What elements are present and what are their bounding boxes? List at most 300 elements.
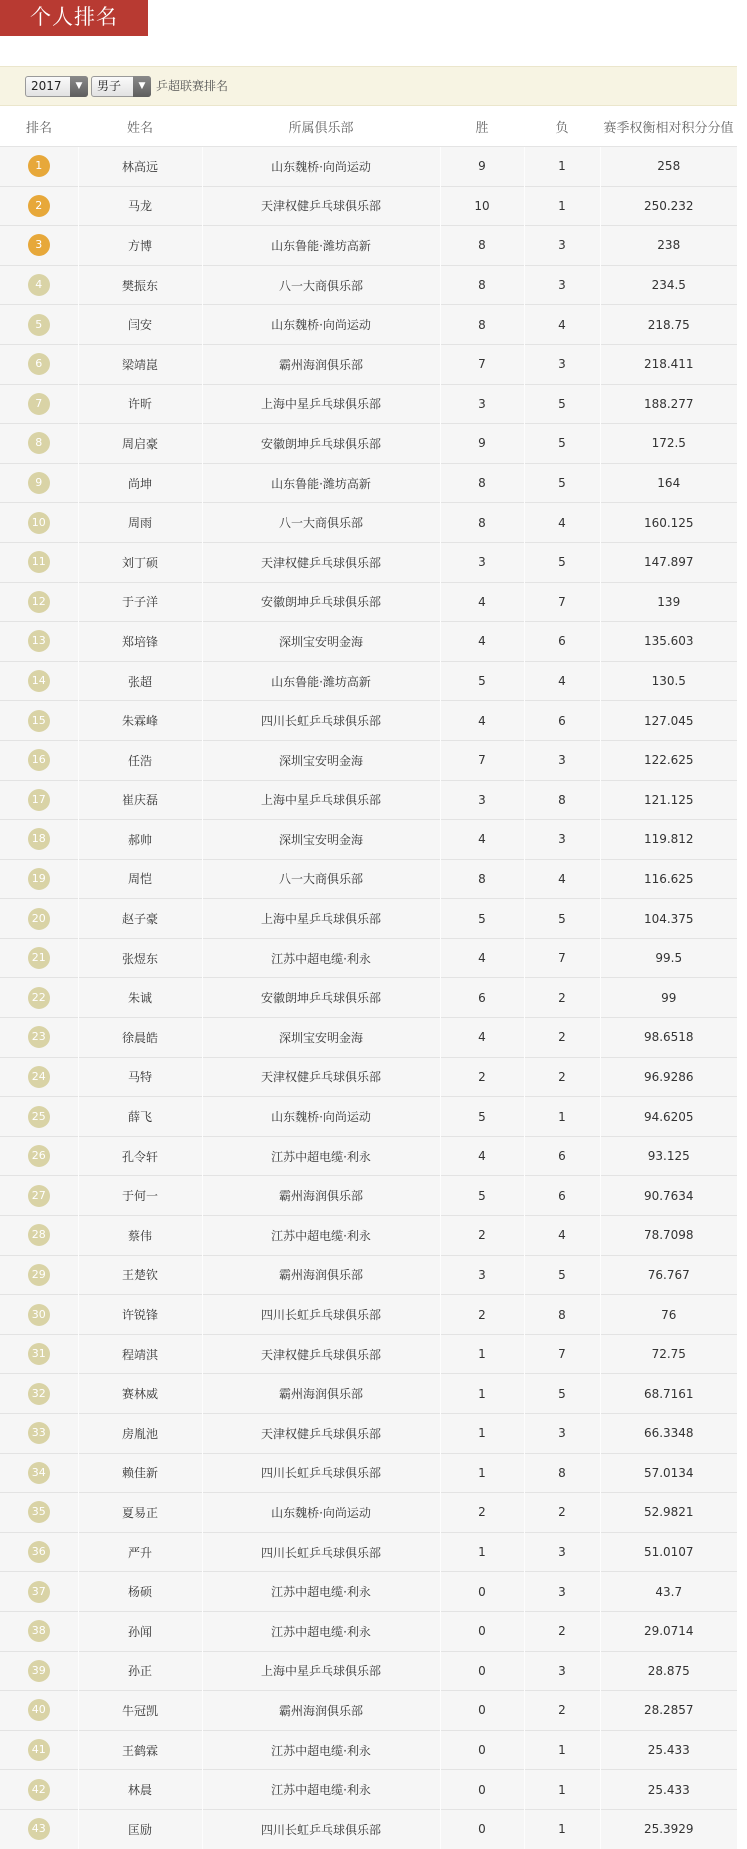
losses-cell: 6 <box>524 622 600 662</box>
player-name-cell: 刘丁硕 <box>78 542 202 582</box>
score-cell: 25.433 <box>600 1730 737 1770</box>
losses-cell: 2 <box>524 1493 600 1533</box>
rank-badge: 32 <box>28 1383 50 1405</box>
losses-cell: 5 <box>524 384 600 424</box>
player-name-cell: 于何一 <box>78 1176 202 1216</box>
score-cell: 98.6518 <box>600 1018 737 1058</box>
score-cell: 104.375 <box>600 899 737 939</box>
wins-cell: 6 <box>440 978 524 1018</box>
score-cell: 25.433 <box>600 1770 737 1810</box>
player-name-cell: 赖佳新 <box>78 1453 202 1493</box>
wins-cell: 4 <box>440 820 524 860</box>
score-cell: 51.0107 <box>600 1532 737 1572</box>
rank-cell <box>0 265 78 305</box>
rank-cell <box>0 582 78 622</box>
rank-cell <box>0 1295 78 1335</box>
table-row <box>0 186 737 226</box>
club-cell: 安徽朗坤乒乓球俱乐部 <box>202 582 440 622</box>
wins-cell: 1 <box>440 1414 524 1454</box>
rank-badge: 28 <box>28 1224 50 1246</box>
club-cell: 深圳宝安明金海 <box>202 820 440 860</box>
score-cell: 76.767 <box>600 1255 737 1295</box>
club-cell: 安徽朗坤乒乓球俱乐部 <box>202 978 440 1018</box>
rank-cell <box>0 1770 78 1810</box>
rank-badge: 6 <box>28 353 50 375</box>
losses-cell: 5 <box>524 899 600 939</box>
club-cell: 霸州海润俱乐部 <box>202 1255 440 1295</box>
wins-cell: 8 <box>440 265 524 305</box>
wins-cell: 1 <box>440 1334 524 1374</box>
table-header-row <box>0 106 737 147</box>
player-name-cell: 马龙 <box>78 186 202 226</box>
rank-cell <box>0 1453 78 1493</box>
rank-badge: 31 <box>28 1343 50 1365</box>
player-name-cell: 闫安 <box>78 305 202 345</box>
table-row <box>0 1057 737 1097</box>
rank-cell <box>0 503 78 543</box>
year-select-value: 2017 <box>31 79 62 93</box>
score-cell: 93.125 <box>600 1136 737 1176</box>
losses-cell: 3 <box>524 265 600 305</box>
wins-cell: 0 <box>440 1651 524 1691</box>
club-cell: 深圳宝安明金海 <box>202 740 440 780</box>
rank-badge: 29 <box>28 1264 50 1286</box>
losses-cell: 5 <box>524 1374 600 1414</box>
losses-cell: 3 <box>524 226 600 266</box>
score-cell: 127.045 <box>600 701 737 741</box>
table-row <box>0 1414 737 1454</box>
score-cell: 43.7 <box>600 1572 737 1612</box>
rank-cell <box>0 344 78 384</box>
player-name-cell: 徐晨皓 <box>78 1018 202 1058</box>
wins-cell: 2 <box>440 1057 524 1097</box>
rank-badge: 36 <box>28 1541 50 1563</box>
rank-cell <box>0 1176 78 1216</box>
rank-badge: 24 <box>28 1066 50 1088</box>
rank-cell <box>0 384 78 424</box>
wins-cell: 9 <box>440 424 524 464</box>
table-row <box>0 1453 737 1493</box>
score-cell: 78.7098 <box>600 1216 737 1256</box>
score-cell: 250.232 <box>600 186 737 226</box>
rank-badge: 42 <box>28 1779 50 1801</box>
rank-badge: 9 <box>28 472 50 494</box>
table-row <box>0 701 737 741</box>
player-name-cell: 林高远 <box>78 147 202 187</box>
player-name-cell: 周启豪 <box>78 424 202 464</box>
player-name-cell: 林晨 <box>78 1770 202 1810</box>
losses-cell: 1 <box>524 186 600 226</box>
table-row <box>0 780 737 820</box>
rank-cell <box>0 186 78 226</box>
table-row <box>0 1136 737 1176</box>
table-row <box>0 305 737 345</box>
score-cell: 116.625 <box>600 859 737 899</box>
player-name-cell: 周恺 <box>78 859 202 899</box>
club-cell: 安徽朗坤乒乓球俱乐部 <box>202 424 440 464</box>
column-header-rank: 排名 <box>0 106 78 147</box>
rank-cell <box>0 780 78 820</box>
table-row <box>0 1730 737 1770</box>
column-header-losses: 负 <box>524 106 600 147</box>
club-cell: 天津权健乒乓球俱乐部 <box>202 186 440 226</box>
club-cell: 上海中星乒乓球俱乐部 <box>202 384 440 424</box>
losses-cell: 6 <box>524 1176 600 1216</box>
club-cell: 江苏中超电缆·利永 <box>202 1730 440 1770</box>
club-cell: 山东魏桥·向尚运动 <box>202 305 440 345</box>
score-cell: 172.5 <box>600 424 737 464</box>
wins-cell: 4 <box>440 701 524 741</box>
wins-cell: 8 <box>440 859 524 899</box>
column-header-club: 所属俱乐部 <box>202 106 440 147</box>
club-cell: 天津权健乒乓球俱乐部 <box>202 1414 440 1454</box>
rank-badge: 25 <box>28 1106 50 1128</box>
wins-cell: 2 <box>440 1216 524 1256</box>
score-cell: 218.75 <box>600 305 737 345</box>
rank-cell <box>0 1730 78 1770</box>
table-row <box>0 1770 737 1810</box>
table-row <box>0 1334 737 1374</box>
rank-badge: 43 <box>28 1818 50 1840</box>
table-row <box>0 226 737 266</box>
wins-cell: 7 <box>440 344 524 384</box>
rank-badge: 40 <box>28 1699 50 1721</box>
table-row <box>0 938 737 978</box>
table-row <box>0 1255 737 1295</box>
table-row <box>0 820 737 860</box>
rank-badge: 7 <box>28 393 50 415</box>
rank-cell <box>0 1136 78 1176</box>
club-cell: 四川长虹乒乓球俱乐部 <box>202 701 440 741</box>
player-name-cell: 孙正 <box>78 1651 202 1691</box>
losses-cell: 4 <box>524 859 600 899</box>
table-row <box>0 582 737 622</box>
score-cell: 66.3348 <box>600 1414 737 1454</box>
player-name-cell: 郝帅 <box>78 820 202 860</box>
player-name-cell: 严升 <box>78 1532 202 1572</box>
table-row <box>0 503 737 543</box>
rank-cell <box>0 463 78 503</box>
losses-cell: 5 <box>524 424 600 464</box>
player-name-cell: 孙闻 <box>78 1611 202 1651</box>
wins-cell: 4 <box>440 1018 524 1058</box>
rank-cell <box>0 622 78 662</box>
losses-cell: 6 <box>524 1136 600 1176</box>
losses-cell: 4 <box>524 305 600 345</box>
losses-cell: 8 <box>524 1295 600 1335</box>
rank-cell <box>0 859 78 899</box>
rank-cell <box>0 1493 78 1533</box>
filter-bar <box>0 66 737 106</box>
player-name-cell: 马特 <box>78 1057 202 1097</box>
score-cell: 99.5 <box>600 938 737 978</box>
rank-badge: 17 <box>28 789 50 811</box>
rank-cell <box>0 226 78 266</box>
club-cell: 天津权健乒乓球俱乐部 <box>202 542 440 582</box>
losses-cell: 1 <box>524 1770 600 1810</box>
club-cell: 八一大商俱乐部 <box>202 859 440 899</box>
club-cell: 上海中星乒乓球俱乐部 <box>202 899 440 939</box>
club-cell: 深圳宝安明金海 <box>202 622 440 662</box>
score-cell: 218.411 <box>600 344 737 384</box>
score-cell: 258 <box>600 147 737 187</box>
wins-cell: 1 <box>440 1453 524 1493</box>
wins-cell: 3 <box>440 1255 524 1295</box>
wins-cell: 3 <box>440 384 524 424</box>
club-cell: 江苏中超电缆·利永 <box>202 1136 440 1176</box>
club-cell: 江苏中超电缆·利永 <box>202 1611 440 1651</box>
club-cell: 江苏中超电缆·利永 <box>202 1216 440 1256</box>
player-name-cell: 王楚钦 <box>78 1255 202 1295</box>
wins-cell: 8 <box>440 503 524 543</box>
losses-cell: 2 <box>524 1018 600 1058</box>
wins-cell: 4 <box>440 582 524 622</box>
score-cell: 57.0134 <box>600 1453 737 1493</box>
rank-cell <box>0 1255 78 1295</box>
rank-badge: 1 <box>28 155 50 177</box>
table-row <box>0 424 737 464</box>
rank-cell <box>0 661 78 701</box>
wins-cell: 0 <box>440 1572 524 1612</box>
club-cell: 霸州海润俱乐部 <box>202 1374 440 1414</box>
ranking-table <box>0 106 737 1849</box>
rank-cell <box>0 1651 78 1691</box>
club-cell: 江苏中超电缆·利永 <box>202 938 440 978</box>
score-cell: 119.812 <box>600 820 737 860</box>
page-title: 个人排名 <box>0 0 148 36</box>
club-cell: 山东鲁能·潍坊高新 <box>202 661 440 701</box>
club-cell: 江苏中超电缆·利永 <box>202 1770 440 1810</box>
club-cell: 八一大商俱乐部 <box>202 503 440 543</box>
losses-cell: 2 <box>524 978 600 1018</box>
player-name-cell: 王鹤霖 <box>78 1730 202 1770</box>
rank-badge: 22 <box>28 987 50 1009</box>
wins-cell: 5 <box>440 1176 524 1216</box>
rank-cell <box>0 424 78 464</box>
club-cell: 四川长虹乒乓球俱乐部 <box>202 1453 440 1493</box>
rank-badge: 15 <box>28 710 50 732</box>
table-row <box>0 1572 737 1612</box>
wins-cell: 5 <box>440 661 524 701</box>
club-cell: 霸州海润俱乐部 <box>202 1691 440 1731</box>
rank-badge: 16 <box>28 749 50 771</box>
player-name-cell: 方博 <box>78 226 202 266</box>
rank-badge: 34 <box>28 1462 50 1484</box>
rank-cell <box>0 1334 78 1374</box>
table-row <box>0 1611 737 1651</box>
rank-badge: 39 <box>28 1660 50 1682</box>
rank-cell <box>0 740 78 780</box>
score-cell: 28.875 <box>600 1651 737 1691</box>
club-cell: 天津权健乒乓球俱乐部 <box>202 1057 440 1097</box>
losses-cell: 5 <box>524 463 600 503</box>
table-row <box>0 344 737 384</box>
losses-cell: 2 <box>524 1057 600 1097</box>
wins-cell: 0 <box>440 1691 524 1731</box>
rank-badge: 4 <box>28 274 50 296</box>
wins-cell: 7 <box>440 740 524 780</box>
wins-cell: 0 <box>440 1809 524 1848</box>
player-name-cell: 于子洋 <box>78 582 202 622</box>
player-name-cell: 任浩 <box>78 740 202 780</box>
rank-badge: 5 <box>28 314 50 336</box>
club-cell: 四川长虹乒乓球俱乐部 <box>202 1295 440 1335</box>
rank-badge: 41 <box>28 1739 50 1761</box>
losses-cell: 2 <box>524 1611 600 1651</box>
losses-cell: 5 <box>524 542 600 582</box>
gender-select[interactable] <box>91 76 151 97</box>
player-name-cell: 樊振东 <box>78 265 202 305</box>
table-row <box>0 1809 737 1848</box>
club-cell: 上海中星乒乓球俱乐部 <box>202 780 440 820</box>
rank-cell <box>0 1532 78 1572</box>
rank-badge: 19 <box>28 868 50 890</box>
table-row <box>0 463 737 503</box>
wins-cell: 4 <box>440 622 524 662</box>
wins-cell: 2 <box>440 1493 524 1533</box>
score-cell: 147.897 <box>600 542 737 582</box>
table-row <box>0 1295 737 1335</box>
wins-cell: 2 <box>440 1295 524 1335</box>
player-name-cell: 郑培锋 <box>78 622 202 662</box>
club-cell: 山东鲁能·潍坊高新 <box>202 463 440 503</box>
rank-badge: 14 <box>28 670 50 692</box>
table-row <box>0 1532 737 1572</box>
score-cell: 72.75 <box>600 1334 737 1374</box>
losses-cell: 2 <box>524 1691 600 1731</box>
rank-cell <box>0 1097 78 1137</box>
player-name-cell: 薛飞 <box>78 1097 202 1137</box>
rank-cell <box>0 1374 78 1414</box>
player-name-cell: 许昕 <box>78 384 202 424</box>
score-cell: 122.625 <box>600 740 737 780</box>
player-name-cell: 张超 <box>78 661 202 701</box>
player-name-cell: 房胤池 <box>78 1414 202 1454</box>
losses-cell: 1 <box>524 1809 600 1848</box>
rank-cell <box>0 542 78 582</box>
rank-badge: 27 <box>28 1185 50 1207</box>
player-name-cell: 崔庆磊 <box>78 780 202 820</box>
table-row <box>0 1374 737 1414</box>
player-name-cell: 蔡伟 <box>78 1216 202 1256</box>
losses-cell: 1 <box>524 1730 600 1770</box>
rank-cell <box>0 1572 78 1612</box>
wins-cell: 1 <box>440 1532 524 1572</box>
rank-badge: 20 <box>28 908 50 930</box>
rank-badge: 33 <box>28 1422 50 1444</box>
player-name-cell: 朱霖峰 <box>78 701 202 741</box>
table-row <box>0 1651 737 1691</box>
rank-cell <box>0 1691 78 1731</box>
rank-badge: 37 <box>28 1581 50 1603</box>
player-name-cell: 夏易正 <box>78 1493 202 1533</box>
club-cell: 山东魏桥·向尚运动 <box>202 1097 440 1137</box>
rank-badge: 13 <box>28 630 50 652</box>
rank-cell <box>0 978 78 1018</box>
player-name-cell: 周雨 <box>78 503 202 543</box>
losses-cell: 5 <box>524 1255 600 1295</box>
wins-cell: 1 <box>440 1374 524 1414</box>
club-cell: 四川长虹乒乓球俱乐部 <box>202 1532 440 1572</box>
chevron-down-icon: ▼ <box>133 76 151 97</box>
table-row <box>0 1216 737 1256</box>
player-name-cell: 张煜东 <box>78 938 202 978</box>
club-cell: 霸州海润俱乐部 <box>202 344 440 384</box>
rank-badge: 23 <box>28 1026 50 1048</box>
rank-cell <box>0 1611 78 1651</box>
column-header-name: 姓名 <box>78 106 202 147</box>
ranking-type-label: 乒超联赛排名 <box>156 79 229 93</box>
score-cell: 121.125 <box>600 780 737 820</box>
losses-cell: 3 <box>524 1532 600 1572</box>
rank-cell <box>0 899 78 939</box>
rank-badge: 30 <box>28 1304 50 1326</box>
score-cell: 234.5 <box>600 265 737 305</box>
player-name-cell: 赵子豪 <box>78 899 202 939</box>
rank-cell <box>0 1809 78 1848</box>
rank-badge: 11 <box>28 551 50 573</box>
club-cell: 四川长虹乒乓球俱乐部 <box>202 1809 440 1848</box>
rank-badge: 18 <box>28 828 50 850</box>
wins-cell: 3 <box>440 542 524 582</box>
table-row <box>0 1018 737 1058</box>
wins-cell: 0 <box>440 1611 524 1651</box>
player-name-cell: 许锐锋 <box>78 1295 202 1335</box>
rank-cell <box>0 1057 78 1097</box>
club-cell: 山东魏桥·向尚运动 <box>202 1493 440 1533</box>
table-row <box>0 899 737 939</box>
player-name-cell: 杨硕 <box>78 1572 202 1612</box>
losses-cell: 6 <box>524 701 600 741</box>
table-row <box>0 1493 737 1533</box>
table-row <box>0 542 737 582</box>
club-cell: 山东魏桥·向尚运动 <box>202 147 440 187</box>
table-row <box>0 1097 737 1137</box>
club-cell: 深圳宝安明金海 <box>202 1018 440 1058</box>
score-cell: 94.6205 <box>600 1097 737 1137</box>
score-cell: 25.3929 <box>600 1809 737 1848</box>
wins-cell: 0 <box>440 1770 524 1810</box>
rank-cell <box>0 305 78 345</box>
wins-cell: 8 <box>440 305 524 345</box>
losses-cell: 1 <box>524 147 600 187</box>
score-cell: 96.9286 <box>600 1057 737 1097</box>
table-row <box>0 859 737 899</box>
rank-cell <box>0 938 78 978</box>
wins-cell: 4 <box>440 1136 524 1176</box>
rank-badge: 10 <box>28 512 50 534</box>
player-name-cell: 梁靖崑 <box>78 344 202 384</box>
year-select[interactable] <box>25 76 88 97</box>
wins-cell: 5 <box>440 899 524 939</box>
ranking-table-body <box>0 147 737 1849</box>
table-row <box>0 661 737 701</box>
rank-badge: 8 <box>28 432 50 454</box>
rank-cell <box>0 1414 78 1454</box>
score-cell: 160.125 <box>600 503 737 543</box>
club-cell: 霸州海润俱乐部 <box>202 1176 440 1216</box>
rank-badge: 3 <box>28 234 50 256</box>
player-name-cell: 程靖淇 <box>78 1334 202 1374</box>
player-name-cell: 匡励 <box>78 1809 202 1848</box>
rank-cell <box>0 147 78 187</box>
wins-cell: 3 <box>440 780 524 820</box>
losses-cell: 1 <box>524 1097 600 1137</box>
club-cell: 山东鲁能·潍坊高新 <box>202 226 440 266</box>
table-row <box>0 740 737 780</box>
losses-cell: 3 <box>524 820 600 860</box>
score-cell: 28.2857 <box>600 1691 737 1731</box>
